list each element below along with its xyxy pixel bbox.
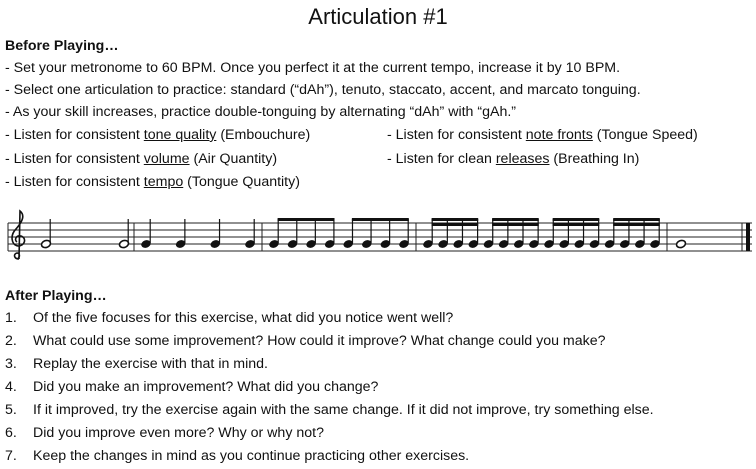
beam: [553, 223, 600, 226]
beam: [492, 223, 539, 226]
focus-tone-quality: - Listen for consistent tone quality (Embouchure): [5, 127, 311, 143]
beam: [553, 218, 600, 221]
beam: [613, 223, 660, 226]
after-playing-heading: After Playing…: [5, 288, 107, 304]
reflection-item: 5. If it improved, try the exercise again with the same change. If it did not improve, try something else.: [5, 402, 654, 418]
beam: [613, 218, 660, 221]
beam: [278, 218, 335, 221]
reflection-item: 7. Keep the changes in mind as you continue practicing other exercises.: [5, 448, 470, 464]
focus-releases: - Listen for clean releases (Breathing In): [387, 151, 640, 167]
beam: [352, 218, 409, 221]
beam: [432, 218, 479, 221]
whole-note: [676, 239, 687, 249]
reflection-item: 6. Did you improve even more? Why or why not?: [5, 425, 324, 441]
beam: [432, 223, 479, 226]
instruction-line: - As your skill increases, practice double-tonguing by alternating “dAh” with “gAh.”: [5, 104, 516, 120]
page-title: Articulation #1: [308, 4, 448, 29]
focus-volume: - Listen for consistent volume (Air Quantity): [5, 151, 278, 167]
before-playing-heading: Before Playing…: [5, 38, 119, 54]
reflection-item: 1. Of the five focuses for this exercise, what did you notice went well?: [5, 310, 454, 326]
reflection-item: 4. Did you make an improvement? What did you change?: [5, 379, 379, 395]
instruction-line: - Select one articulation to practice: standard (“dAh”), tenuto, staccato, accent, and marcato tonguing.: [5, 82, 641, 98]
reflection-item: 2. What could use some improvement? How could it improve? What change could you make?: [5, 333, 606, 349]
treble-clef-icon: [12, 211, 24, 259]
focus-tempo: - Listen for consistent tempo (Tongue Quantity): [5, 174, 300, 190]
focus-note-fronts: - Listen for consistent note fronts (Tongue Speed): [387, 127, 698, 143]
music-staff: [0, 205, 756, 267]
instruction-line: - Set your metronome to 60 BPM. Once you perfect it at the current tempo, increase it by 10 BPM.: [5, 60, 621, 76]
beam: [492, 218, 539, 221]
reflection-item: 3. Replay the exercise with that in mind.: [5, 356, 268, 372]
